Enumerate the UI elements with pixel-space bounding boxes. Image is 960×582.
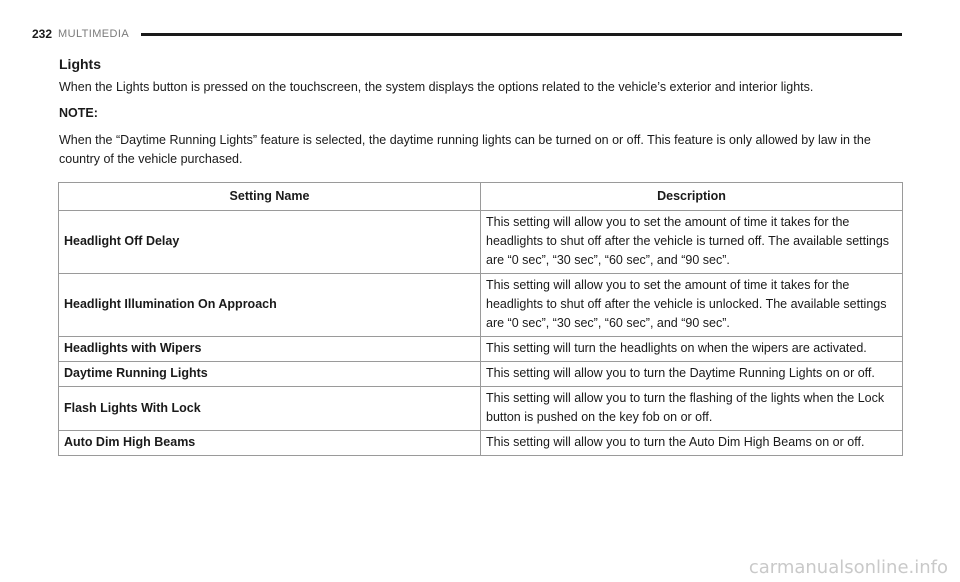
table-row [59, 362, 903, 387]
settings-table [58, 182, 903, 456]
setting-name: Daytime Running Lights [59, 362, 481, 387]
note-label: NOTE: [59, 106, 98, 120]
setting-description: This setting will allow you to turn the flashing of the lights when the Lock button is pushed on the key fob on or off. [481, 387, 903, 431]
table-row [59, 337, 903, 362]
setting-name: Headlight Illumination On Approach [59, 274, 481, 337]
setting-description: This setting will allow you to turn the Auto Dim High Beams on or off. [481, 431, 903, 456]
setting-name: Headlights with Wipers [59, 337, 481, 362]
note-paragraph: When the “Daytime Running Lights” feature is selected, the daytime running lights can be turned on or off. This feature is only allowed by law in the country of the vehicle purchased. [59, 133, 871, 166]
page-number: 232 [32, 27, 53, 41]
setting-description: This setting will allow you to turn the Daytime Running Lights on or off. [481, 362, 903, 387]
section-heading: Lights [59, 56, 101, 72]
setting-description: This setting will allow you to set the amount of time it takes for the headlights to shut off after the vehicle is turned off. The available settings are “0 sec”, “30 sec”, “60 sec”, and “90 sec”. [481, 211, 903, 274]
section-label: MULTIMEDIA [58, 28, 130, 40]
table-header-row [59, 183, 903, 211]
header-rule [141, 33, 902, 36]
page-header [32, 24, 902, 44]
intro-paragraph: When the Lights button is pressed on the touchscreen, the system displays the options related to the vehicle’s exterior and interior lights. [59, 80, 814, 94]
table-row [59, 211, 903, 274]
table-row [59, 274, 903, 337]
setting-name: Headlight Off Delay [59, 211, 481, 274]
column-header-setting-name: Setting Name [59, 183, 481, 211]
setting-description: This setting will turn the headlights on when the wipers are activated. [481, 337, 903, 362]
setting-name: Auto Dim High Beams [59, 431, 481, 456]
setting-name: Flash Lights With Lock [59, 387, 481, 431]
column-header-description: Description [481, 183, 903, 211]
table-row [59, 387, 903, 431]
watermark: carmanualsonline.info [748, 557, 948, 578]
setting-description: This setting will allow you to set the amount of time it takes for the headlights to shut off after the vehicle is unlocked. The available settings are “0 sec”, “30 sec”, “60 sec”, and “90 sec”. [481, 274, 903, 337]
table-row [59, 431, 903, 456]
